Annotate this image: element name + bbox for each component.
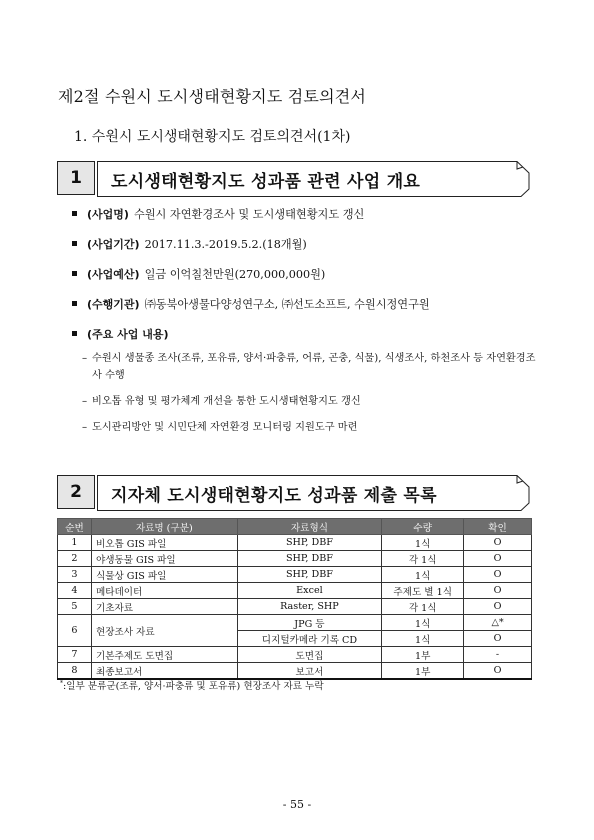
- overview-label: (사업명): [87, 208, 129, 221]
- cell-no: 8: [58, 663, 92, 680]
- cell-name: 식물상 GIS 파일: [91, 567, 237, 583]
- cell-no: 3: [58, 567, 92, 583]
- page-number: - 55 -: [282, 798, 312, 811]
- cell-check: O: [464, 583, 532, 599]
- cell-format: SHP, DBF: [237, 535, 382, 551]
- cell-no: 1: [58, 535, 92, 551]
- overview-item: [72, 266, 430, 296]
- cell-format: SHP, DBF: [237, 551, 382, 567]
- task-item: [82, 350, 544, 384]
- cell-no: 4: [58, 583, 92, 599]
- cell-qty: 1식: [382, 615, 464, 631]
- cell-check: O: [464, 631, 532, 647]
- cell-format: JPG 등: [237, 615, 382, 631]
- cell-format: 보고서: [237, 663, 382, 680]
- cell-qty: 주제도 별 1식: [382, 583, 464, 599]
- column-header-no: 순번: [58, 519, 92, 535]
- cell-no: 6: [58, 615, 92, 647]
- cell-check: -: [464, 647, 532, 663]
- overview-label: (주요 사업 내용): [87, 328, 169, 341]
- table-row: [58, 567, 532, 583]
- overview-label: (사업기간): [87, 238, 140, 251]
- table-row: [58, 583, 532, 599]
- column-header-name: 자료명 (구분): [91, 519, 237, 535]
- table-row: [58, 615, 532, 631]
- footnote-text: :일부 분류군(조류, 양서·파충류 및 포유류) 현장조사 자료 누락: [63, 681, 324, 692]
- cell-name: 최종보고서: [91, 663, 237, 680]
- overview-value: 2017.11.3.-2019.5.2.(18개월): [144, 238, 307, 251]
- square-bullet-icon: [72, 301, 77, 306]
- box-heading-1: [57, 161, 530, 197]
- cell-name: 비오톱 GIS 파일: [91, 535, 237, 551]
- cell-qty: 1식: [382, 567, 464, 583]
- cell-qty: 1식: [382, 535, 464, 551]
- overview-value: 수원시 자연환경조사 및 도시생태현황지도 갱신: [133, 208, 365, 221]
- square-bullet-icon: [72, 211, 77, 216]
- cell-check: O: [464, 599, 532, 615]
- overview-item: [72, 206, 430, 236]
- footnote-mark: *: [60, 679, 63, 687]
- table-row: [58, 535, 532, 551]
- table-footnote: [60, 678, 324, 692]
- square-bullet-icon: [72, 241, 77, 246]
- cell-format: 디지털카메라 기록 CD: [237, 631, 382, 647]
- overview-label: (수행기관): [87, 298, 140, 311]
- box-title-2: 지자체 도시생태현황지도 성과품 제출 목록: [111, 486, 437, 506]
- task-text: 도시관리방안 및 시민단체 자연환경 모니터링 지원도구 마련: [92, 422, 358, 433]
- section-heading: 제2절 수원시 도시생태현황지도 검토의견서: [58, 87, 367, 106]
- overview-label: (사업예산): [87, 268, 140, 281]
- cell-no: 5: [58, 599, 92, 615]
- cell-check: O: [464, 535, 532, 551]
- main-task-list: [82, 350, 544, 445]
- cell-qty: 각 1식: [382, 599, 464, 615]
- overview-value: ㈜동북아생물다양성연구소, ㈜선도소프트, 수원시정연구원: [144, 298, 430, 311]
- cell-name: 기본주제도 도면집: [91, 647, 237, 663]
- task-text: 수원시 생물종 조사(조류, 포유류, 양서·파충류, 어류, 곤충, 식물), 식생조사, 하천조사 등 자연환경조사 수행: [92, 353, 536, 381]
- cell-format: SHP, DBF: [237, 567, 382, 583]
- overview-item: [72, 236, 430, 266]
- dash-marker: –: [82, 353, 88, 364]
- cell-check: O: [464, 567, 532, 583]
- task-item: [82, 393, 544, 410]
- table-header-row: [58, 519, 532, 535]
- cell-qty: 1식: [382, 631, 464, 647]
- box-number-2: 2: [57, 475, 95, 509]
- cell-qty: 1부: [382, 647, 464, 663]
- dash-marker: –: [82, 422, 88, 433]
- column-header-check: 확인: [464, 519, 532, 535]
- task-text: 비오톱 유형 및 평가체계 개선을 통한 도시생태현황지도 갱신: [92, 396, 361, 407]
- cell-qty: 1부: [382, 663, 464, 680]
- sub-heading: 1. 수원시 도시생태현황지도 검토의견서(1차): [74, 129, 351, 145]
- overview-list: [72, 206, 430, 356]
- table-row: [58, 647, 532, 663]
- cell-check: O: [464, 663, 532, 680]
- cell-format: Raster, SHP: [237, 599, 382, 615]
- box-heading-2: [57, 475, 530, 511]
- cell-name: 현장조사 자료: [91, 615, 237, 647]
- cell-qty: 각 1식: [382, 551, 464, 567]
- cell-check: O: [464, 551, 532, 567]
- table-row: [58, 551, 532, 567]
- table-row: [58, 663, 532, 680]
- square-bullet-icon: [72, 271, 77, 276]
- cell-no: 2: [58, 551, 92, 567]
- cell-name: 야생동물 GIS 파일: [91, 551, 237, 567]
- box-number-1: 1: [57, 161, 95, 195]
- table-row: [58, 599, 532, 615]
- submission-table: [57, 518, 532, 680]
- column-header-format: 자료형식: [237, 519, 382, 535]
- column-header-qty: 수량: [382, 519, 464, 535]
- dash-marker: –: [82, 396, 88, 407]
- cell-name: 메타데이터: [91, 583, 237, 599]
- cell-check: △*: [464, 615, 532, 631]
- overview-item: [72, 296, 430, 326]
- overview-value: 일금 이억칠천만원(270,000,000원): [144, 268, 326, 281]
- box-title-1: 도시생태현황지도 성과품 관련 사업 개요: [111, 172, 421, 192]
- square-bullet-icon: [72, 331, 77, 336]
- cell-no: 7: [58, 647, 92, 663]
- cell-format: 도면집: [237, 647, 382, 663]
- cell-format: Excel: [237, 583, 382, 599]
- task-item: [82, 419, 544, 436]
- cell-name: 기초자료: [91, 599, 237, 615]
